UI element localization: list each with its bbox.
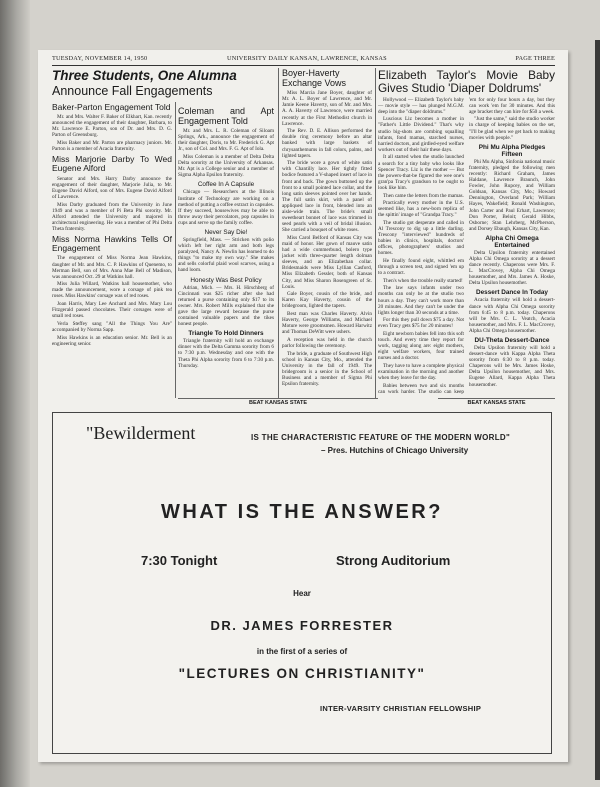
main-headline-line2: Announce Fall Engagements — [52, 84, 213, 98]
coffee-p1: Chicago — Researchers at the Illinois Institute of Technology are working on a method of putting a coffee extract in capsules. If they succeed, housewives may be able to throw away their percolators, pop capsules in cups and serve up the family coffee. — [178, 189, 274, 226]
hawkins-p4: Verla Steffey sang "All the Things You Are" accompanied by Norma Sapp. — [52, 320, 172, 333]
elizabeth-taylor-story — [378, 97, 555, 394]
coleman-apt-heading: Coleman and Apt Engagement Told — [178, 106, 274, 126]
never-say-die-heading: Never Say Die! — [204, 229, 248, 236]
coleman-apt-p2: Miss Coleman is a member of Delta Delta Delta sorority at the University of Arkansas. Mr. Apt is a College senior and a member of Sigma Alpha Epsilon fraternity. — [178, 154, 274, 179]
phi-mu-alpha-p1: Phi Mu Alpha, Sinfonia national music fraternity, pledged the following men recently: Richard Graham, James Haldane, Lawrence Braunch, John Fowler, John Rupcey, and William Goldsan, Kansas City, Mo.; Howard Dennington, Overland Park; William Hayes, Wakefield; Ronald Washington, John Carter and Paul Erhart, Lawrence; Don Porter, Beloit; Gerald Hibbs, Osborne; Stan Lehrberg, McPherson, and Dorsey Ebaugh, Kansas City, Kan. — [469, 158, 555, 232]
masthead-date: TUESDAY, NOVEMBER 14, 1950 — [52, 55, 148, 62]
taylor-p11: Eight newborn babies fell into this soft touch. And every time they report for work, tagging along are: eight mothers, eight welfare workers, four trained nurses and a doctor. — [378, 330, 464, 362]
boyer-haverty-p2: The Rev. D. E. Allison performed the double ring ceremony before an altar banked with large baskets of chrysanthemums in fall colors, palms, and lighted tapers. — [282, 128, 372, 159]
column-3 — [282, 68, 372, 388]
taylor-p7: He finally found eight, whittled em through a screen test, and signed 'em up to a contract. — [378, 257, 464, 277]
elizabeth-taylor-heading: Elizabeth Taylor's Movie Baby Gives Studio 'Diaper Doldrums' — [378, 68, 555, 95]
column-rule-2 — [278, 68, 279, 398]
newspaper-page — [38, 50, 568, 762]
dessert-dance-heading: Dessert Dance In Today — [476, 289, 548, 297]
taylor-p2: Luscious Liz becomes a mother in "Father's Little Dividend." That's why studio big-shots are combing squalling infants, fond mamas, starched nurses, harried doctors, and girdled-eyed welfare workers out of their hair these days. — [378, 116, 464, 153]
masthead — [52, 55, 555, 66]
baker-parton-p1: Mr. and Mrs. Walter F. Baker of Elkhart, Kan. recently announced the engagement of their daughter, Barbara, to Mr. Lawrence E. Parton, son of Dr. and Mrs. D. G. Parton of Greensburg. — [52, 114, 172, 139]
lecture-advertisement — [52, 412, 552, 754]
baker-parton-p2: Miss Baker and Mr. Parton are pharmacy juniors. Mr. Parton is a member of Acacia fraternity. — [52, 140, 172, 153]
ad-feature-text: IS THE CHARACTERISTIC FEATURE OF THE MODERN WORLD" — [251, 433, 511, 442]
ad-time: 7:30 Tonight — [141, 553, 218, 568]
boyer-haverty-p5: Gale Boyer, cousin of the bride, and Karen Kay Haverty, cousin of the bridegroom, lighted the tapers. — [282, 291, 372, 310]
page-edge-shadow — [595, 40, 600, 780]
taylor-p10: For this they pull down $75 a day. Not even Tracy gets $75 for 20 minutes! — [378, 317, 464, 330]
taylor-p12: They have to have a complete physical examination in the morning and another when they leave for the day. — [378, 362, 464, 382]
boyer-haverty-p1: Miss Marcia Jane Boyer, daughter of Mr. A. L. Boyer of Lawrence, and Mr. Jamie Keene Haverty, son of Mr. and Mrs. A. A. Haverty of Lawrence, were married recently at the First Methodist church in Lawrence. — [282, 90, 372, 127]
alpha-chi-heading: Alpha Chi Omega Entertained — [485, 234, 539, 249]
honesty-heading: Honesty Was Best Policy — [190, 276, 262, 284]
darby-alford-p1: Senator and Mrs. Harry Darby announce the engagement of their daughter, Marjorie Julia, to Mr. Eugene David Alford, son of Mrs. Eugene David Alford of Lawrence. — [52, 175, 172, 200]
ad-series-title: "LECTURES ON CHRISTIANITY" — [178, 666, 426, 681]
column-2 — [178, 106, 274, 400]
coffee-heading: Coffee In A Capsule — [197, 181, 255, 189]
ad-series-intro: in the first of a series of — [256, 647, 348, 656]
boyer-haverty-p8: The bride, a graduate of Southwest High school in Kansas City, Mo., attended the University in the fall of 1949. The bridegroom is a senior in the School of Business and a member of Sigma Phi Epsilon fraternity. — [282, 350, 372, 387]
triangle-heading: Triangle To Hold Dinners — [188, 330, 264, 338]
beat-kansas-state-footer-2: BEAT KANSAS STATE — [438, 398, 555, 406]
ad-attribution: – Pres. Hutchins of Chicago University — [321, 446, 469, 455]
taylor-p14: "Just the same," said the studio worker in charge of keeping babies on the set, "I'll be glad when we get back to making movies with people." — [469, 116, 555, 141]
darby-alford-p2: Miss Darby graduated from the University in June 1949 and was a member of Pi Beta Phi sorority. Mr. Alford attended the University and majored in architectural engineering. He was a member of Phi Delta Theta fraternity. — [52, 201, 172, 232]
baker-parton-heading: Baker-Parton Engagement Told — [52, 102, 171, 112]
taylor-p8: Then's when the trouble really started! — [383, 277, 463, 284]
ad-organizer: INTER-VARSITY CHRISTIAN FELLOWSHIP — [320, 704, 482, 713]
du-theta-heading: DU-Theta Dessert-Dance — [474, 337, 550, 344]
book-binding — [0, 0, 30, 787]
dessert-dance-p1: Acacia fraternity will hold a dessert-dance with Alpha Chi Omega sorority from 6:45 to 8 p.m. today. Chaperons will be Mrs. C. L. Veatch, Acacia housemother, and Mrs. F. L. MacCrovey, Alpha Chi Omega housemother. — [469, 297, 555, 334]
taylor-p9: The law says infants under two months can only be at the studio two hours a day. They can't work more than 20 minutes. And they can't be under the lights longer than 30 seconds at a time. — [378, 285, 464, 316]
taylor-p3: It all started when the studio launched a search for a tiny baby who looks like Spencer Tracy. Liz is the mother — But the powers-that-be figured the wee one's gran'pa Tracy's grandson to be ought to look like him. — [378, 154, 464, 191]
boyer-haverty-p3: The bride wore a gown of white satin with Chantilly lace. Her tightly fitted bodice featured a V-shaped insert of lace in front and back. The gown buttoned up the front to a small pointed lace collar, and the long satin sleeves pointed over her hands. The full satin skirt, with a panel of appliqued lace in front, blended into an aisle-wide train. The bride's small sweetheart bonnet of lace was trimmed in seed pearls with a veil of bridal illusion. She carried a bouquet of white roses. — [282, 160, 372, 234]
ad-hear: Hear — [293, 589, 311, 598]
column-rule-1 — [175, 102, 176, 398]
boyer-haverty-heading: Boyer-Haverty Exchange Vows — [282, 68, 347, 88]
masthead-page-number: PAGE THREE — [515, 55, 555, 62]
ad-speaker: DR. JAMES FORRESTER — [210, 618, 394, 633]
ad-question: WHAT IS THE ANSWER? — [161, 501, 443, 523]
ad-bewilderment: "Bewilderment — [86, 423, 196, 443]
taylor-p4: Then came the letters from the mamas. — [383, 192, 464, 199]
taylor-p6: The studio got desperate and called in Al Trescony to dig up a little darling. Trescony "interviewed" hundreds of babies in clinics, hospitals, doctors' offices, photographers' studios and homes. — [378, 219, 464, 257]
masthead-paper-name: UNIVERSITY DAILY KANSAN, LAWRENCE, KANSAS — [227, 55, 387, 62]
hawkins-p5: Miss Hawkins is an education senior. Mr. Bell is an engineering senior. — [52, 334, 172, 347]
beat-kansas-state-footer-1: BEAT KANSAS STATE — [178, 398, 378, 406]
alpha-chi-p1: Delta Upsilon fraternity entertained Alpha Chi Omega sorority at a dessert dance recently. Chaperons were Mrs. F. L. MacCrovey, Alpha Chi Omega housemother, and Mrs. James A. Hoske, Delta Upsilon housemother. — [469, 249, 555, 287]
taylor-p5: Practically every mother in the U.S. seemed like, has a new-born replica of the spittin' image of "Grandpa Tracy." — [378, 200, 464, 219]
phi-mu-alpha-heading: Phi Mu Alpha Pledges Fifteen — [478, 143, 546, 158]
boyer-haverty-p6: Best man was Charles Haverty. Alvin Haverty, George Williams, and Michael Moture were groomsmen. Howard Harwitz and Thomas DeWitt were ushers. — [282, 310, 372, 336]
column-1 — [52, 100, 172, 400]
hawkins-heading: Miss Norma Hawkins Tells Of Engagement — [52, 234, 172, 254]
taylor-p13: Babies between two and six months can work harder. The studio can keep 'em for only four hours a day, but they can work 'em for 30 minutes. And this age bracket they can hire for $50 a week. — [378, 96, 555, 394]
column-4 — [378, 68, 555, 394]
coleman-apt-p1: Mr. and Mrs. L. R. Coleman of Siloam Springs, Ark., announce the engagement of their daughter, Doris, to Mr. Frederick G. Apt Jr., son of Col. and Mrs. F. G. Apt of Iola. — [178, 128, 274, 153]
main-headline-line1: Three Students, One Alumna — [52, 68, 237, 83]
boyer-haverty-p4: Miss Carol Belford of Kansas City was maid of honor. Her gown of mauve satin had a wide cummerbund, bolero type jacket with three-quarter length dolman sleeves, and an Elizabethan collar. Bridesmaids were Miss Lyllian Casford, Miss Elizabeth Gessler, both of Kansas City, and Miss Sharon Rosengreen of St. Louis. — [282, 234, 372, 290]
darby-alford-heading: Miss Marjorie Darby To Wed Eugene Alford — [52, 154, 172, 174]
boyer-haverty-p7: A reception was held in the church parlor following the ceremony. — [282, 336, 372, 349]
column-rule-3 — [375, 68, 376, 398]
du-theta-p1: Delta Upsilon fraternity will hold a dessert-dance with Kappa Alpha Theta sorority from 6:30 to 8 p.m. today. Chaperons will be Mrs. James Hoske, Delta Upsilon housemother, and Mrs. Eugene Allard, Kappa Alpha Theta housemother. — [469, 345, 555, 388]
taylor-p1: Hollywood — Elizabeth Taylor's baby — movie style — has plunged M.G.M. deep into the "diaper doldrums." — [378, 96, 464, 115]
never-say-die-p1: Springfield, Mass. — Stricken with polio which left her right arm and both legs paralyzed, Nancy A. Newlin has learned to do things "to make my own way." She makes and sells colorful plaid wool scarves, using a hand loom. — [178, 237, 274, 274]
honesty-p1: Adrian, Mich. — Mrs. H. Hirschberg of Cincinnati was $25 richer after she had returned a purse containing only $17 to its owner. Mrs. Robert Mills explained that she gave the large reward because the purse contained valuable papers and the tikes honest people. — [178, 284, 274, 328]
hawkins-p1: The engagement of Miss Norma Jean Hawkins, daughter of Mr. and Mrs. C. P. Hawkins of Quenemo, to Merman Bell, son of Mrs. Anna Mae Bell of Madison, was announced Oct. 29 at Watkins hall. — [52, 255, 172, 280]
triangle-p1: Triangle fraternity will hold an exchange dinner with the Delta Gamma sorority from 6 to 7:30 p.m. Wednesday and one with the Theta Phi Alpha sorority from 6 to 7:30 p.m. Thursday. — [178, 338, 274, 369]
ad-place: Strong Auditorium — [336, 553, 451, 568]
hawkins-p3: Joan Harris, Mary Lee Anchard and Mrs. Mary Lou Fitzgerald passed chocolates. Their corsages were of small red roses. — [52, 301, 172, 320]
hawkins-p2: Miss Julia Willard, Watkins hall housemother, who made the announcement, wore a corsage of pink tea roses. Miss Hawkins' corsage was of red roses. — [52, 281, 172, 300]
